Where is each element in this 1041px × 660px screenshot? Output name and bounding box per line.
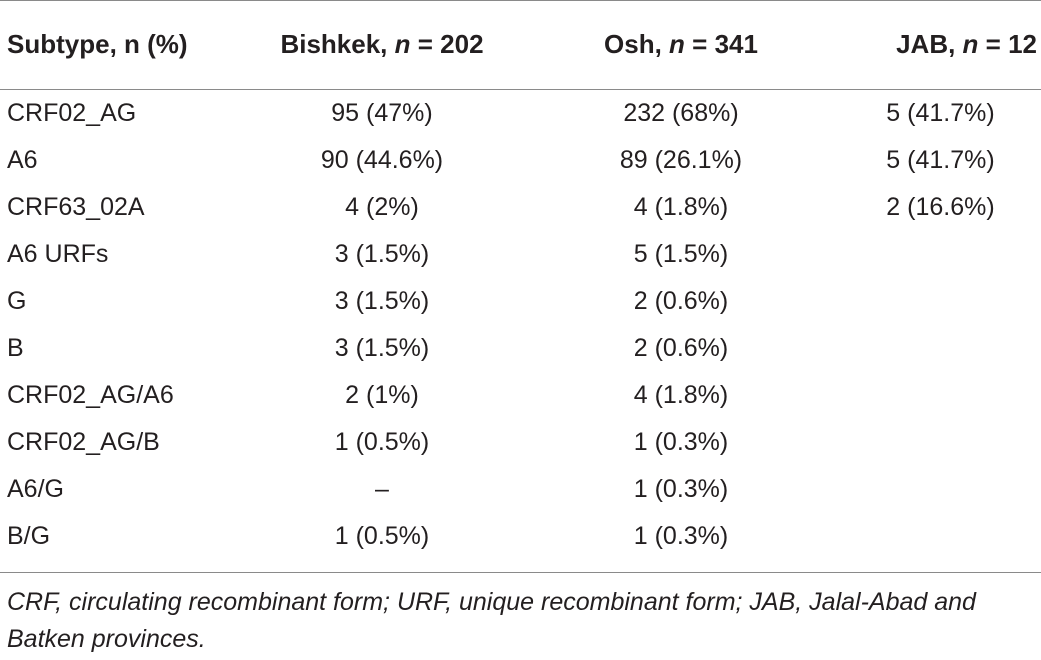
cell-jab xyxy=(840,466,1041,513)
table-row xyxy=(0,419,1041,466)
header-jab-n: n xyxy=(962,29,979,59)
cell-bishkek: 95 (47%) xyxy=(331,98,433,127)
table-header xyxy=(0,0,1041,89)
cell-bishkek: 1 (0.5%) xyxy=(334,522,430,550)
cell-jab xyxy=(840,419,1041,466)
table-row xyxy=(0,89,1041,137)
cell-osh: 2 (0.6%) xyxy=(633,287,729,315)
cell-bishkek: – xyxy=(375,475,389,503)
table-footnote: CRF, circulating recombinant form; URF, unique recombinant form; JAB, Jalal-Abad and Batken provinces. xyxy=(7,588,976,653)
cell-osh: 4 (1.8%) xyxy=(633,193,729,221)
cell-jab xyxy=(840,513,1041,560)
cell-subtype: B xyxy=(7,334,24,362)
cell-subtype: A6 xyxy=(7,146,38,174)
cell-bishkek: 3 (1.5%) xyxy=(334,240,430,268)
cell-subtype: CRF02_AG xyxy=(7,98,137,127)
cell-bishkek: 3 (1.5%) xyxy=(334,334,430,362)
cell-osh: 1 (0.3%) xyxy=(633,428,729,456)
cell-jab: 5 (41.7%) xyxy=(886,146,995,174)
cell-osh: 5 (1.5%) xyxy=(633,240,729,268)
cell-osh: 89 (26.1%) xyxy=(619,146,743,174)
cell-jab: 5 (41.7%) xyxy=(886,98,995,127)
table-row xyxy=(0,278,1041,325)
cell-subtype: CRF02_AG/A6 xyxy=(7,381,174,409)
cell-subtype: G xyxy=(7,287,27,315)
table-row xyxy=(0,231,1041,278)
cell-jab xyxy=(840,372,1041,419)
cell-osh: 2 (0.6%) xyxy=(633,334,729,362)
table-body xyxy=(0,89,1041,560)
cell-bishkek: 90 (44.6%) xyxy=(320,146,444,174)
table-row xyxy=(0,325,1041,372)
cell-subtype: CRF02_AG/B xyxy=(7,428,160,456)
cell-subtype: A6 URFs xyxy=(7,240,109,268)
cell-osh: 1 (0.3%) xyxy=(633,522,729,550)
cell-subtype: A6/G xyxy=(7,475,64,503)
cell-osh: 4 (1.8%) xyxy=(633,381,729,409)
table-row xyxy=(0,137,1041,184)
header-subtype xyxy=(0,0,242,89)
header-osh xyxy=(522,0,840,89)
table-bottom-rule xyxy=(0,572,1041,573)
cell-bishkek: 1 (0.5%) xyxy=(334,428,430,456)
header-subtype-text: Subtype, n (%) xyxy=(7,29,188,59)
cell-jab xyxy=(840,231,1041,278)
header-bishkek xyxy=(242,0,522,89)
table-row xyxy=(0,372,1041,419)
cell-bishkek: 2 (1%) xyxy=(345,381,419,409)
table-row xyxy=(0,184,1041,231)
cell-bishkek: 4 (2%) xyxy=(345,193,419,221)
header-bishkek-text: Bishkek, xyxy=(280,29,395,59)
header-jab xyxy=(840,0,1041,89)
header-osh-n: n xyxy=(669,29,685,59)
header-jab-text: JAB, xyxy=(896,29,963,59)
cell-bishkek: 3 (1.5%) xyxy=(334,287,430,315)
header-row xyxy=(0,0,1041,89)
cell-subtype: CRF63_02A xyxy=(7,193,145,221)
cell-osh: 232 (68%) xyxy=(623,98,739,127)
cell-subtype: B/G xyxy=(7,522,51,550)
header-jab-count: = 12 xyxy=(978,29,1037,59)
header-osh-count: = 341 xyxy=(684,29,758,59)
cell-osh: 1 (0.3%) xyxy=(633,475,729,503)
table-row xyxy=(0,466,1041,513)
cell-jab: 2 (16.6%) xyxy=(886,193,995,221)
cell-jab xyxy=(840,325,1041,372)
header-osh-text: Osh, xyxy=(604,29,670,59)
table-row xyxy=(0,513,1041,560)
cell-jab xyxy=(840,278,1041,325)
header-bishkek-n: n xyxy=(394,29,411,59)
header-bishkek-count: = 202 xyxy=(410,29,484,59)
